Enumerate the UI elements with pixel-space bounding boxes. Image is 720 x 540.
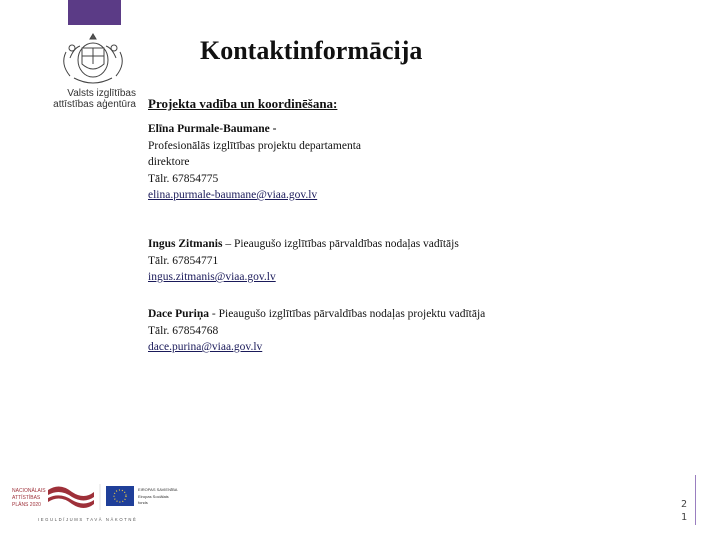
- page-number-digit-2: 1: [680, 512, 688, 523]
- contact-phone: Tālr. 67854771: [148, 254, 219, 267]
- contact-name-line: [148, 236, 459, 253]
- nap-text-line-3: PLĀNS 2020: [12, 502, 41, 508]
- contact-email-link[interactable]: dace.purina@viaa.gov.lv: [148, 341, 263, 353]
- eu-text-line-1: EIROPAS SAVIENĪBA: [138, 487, 178, 492]
- contact-name-line: [148, 121, 361, 138]
- page-number-bar: [695, 475, 696, 525]
- coat-of-arms-icon: [52, 30, 134, 90]
- nap-text-line-1: NACIONĀLAIS: [12, 488, 46, 494]
- contact-role: Pieaugušo izglītības pārvaldības nodaļas projektu vadītāja: [218, 308, 486, 320]
- agency-name-line-2: attīstības aģentūra: [53, 99, 136, 110]
- contact-phone: Tālr. 67854768: [148, 324, 219, 337]
- page-title: Kontaktinformācija: [200, 36, 423, 65]
- contact-phone: Tālr. 67854775: [148, 172, 219, 185]
- eu-text-line-2: Eiropas Sociālais: [138, 494, 169, 499]
- contact-card: [148, 306, 485, 356]
- nap-logo: [12, 486, 94, 508]
- agency-name-line-1: Valsts izglītības: [67, 88, 136, 99]
- contact-name: Elīna Purmale-Baumane: [148, 123, 270, 135]
- eu-text-line-3: fonds: [138, 500, 148, 505]
- contact-separator: –: [222, 238, 234, 250]
- footer-slogan: IEGULDĪJUMS TAVĀ NĀKOTNĒ: [38, 517, 138, 522]
- contact-card: [148, 121, 361, 204]
- contact-email-link[interactable]: ingus.zitmanis@viaa.gov.lv: [148, 271, 276, 283]
- contact-name-line: [148, 306, 485, 323]
- contact-card: [148, 236, 459, 286]
- header-accent-tab: [68, 0, 121, 25]
- nap-text-line-2: ATTĪSTĪBAS: [12, 495, 41, 501]
- contact-role: Pieaugušo izglītības pārvaldības nodaļas vadītājs: [233, 238, 459, 250]
- funding-logos: [8, 478, 208, 526]
- contact-role-cont: direktore: [148, 156, 190, 168]
- page-number-digit-1: 2: [680, 499, 688, 510]
- contact-separator: -: [209, 308, 219, 320]
- contact-name: Dace Puriņa: [148, 308, 210, 320]
- eu-flag-icon: [106, 486, 134, 506]
- contact-role: Profesionālās izglītības projektu departamenta: [148, 139, 362, 152]
- page-number: [679, 498, 689, 524]
- eu-logo: [106, 486, 178, 506]
- contact-separator: -: [269, 123, 277, 135]
- contact-name: Ingus Zitmanis: [148, 238, 223, 250]
- section-heading: Projekta vadība un koordinēšana:: [148, 96, 338, 111]
- contact-email-link[interactable]: elina.purmale-baumane@viaa.gov.lv: [148, 189, 318, 201]
- agency-name: [52, 88, 136, 110]
